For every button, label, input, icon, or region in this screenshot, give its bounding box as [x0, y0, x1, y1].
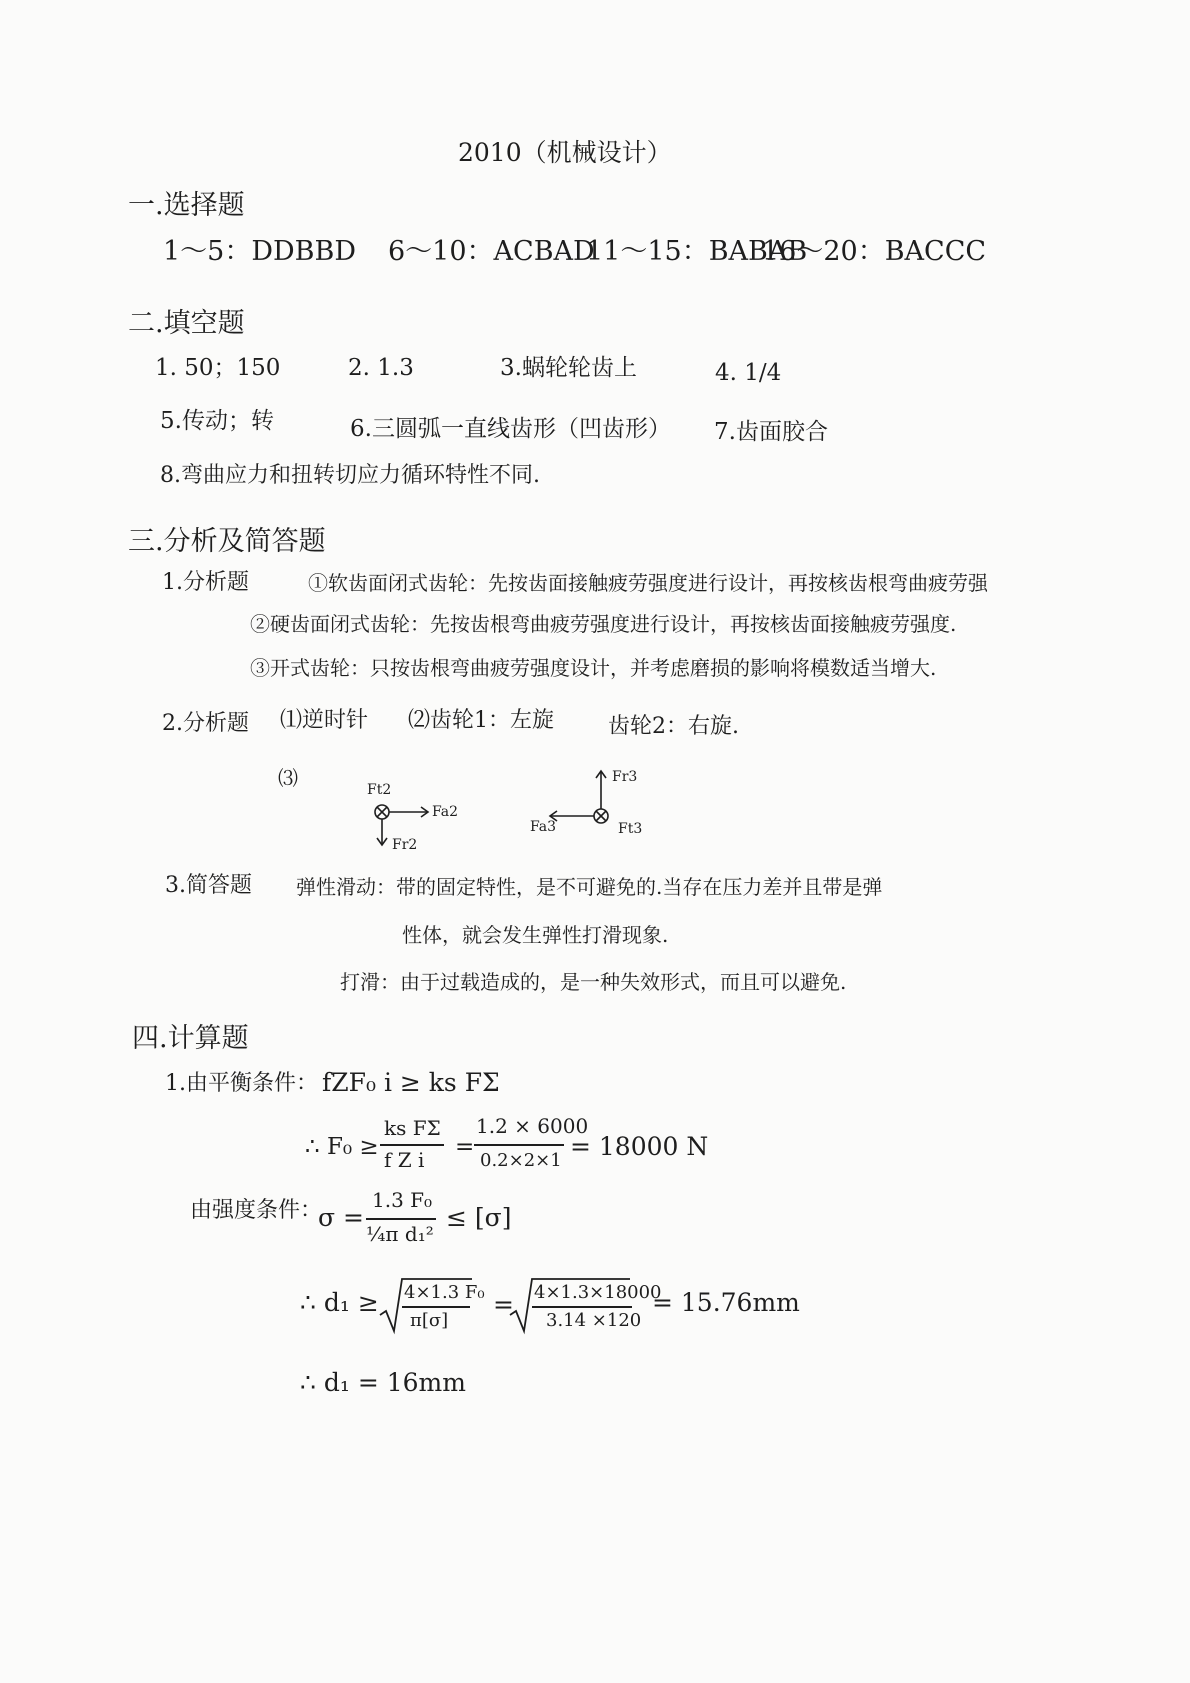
analysis-q3-label: 3.简答题	[165, 873, 252, 898]
calc-frac2-den: 0.2×2×1	[480, 1150, 562, 1171]
calc-equals-1: =	[455, 1134, 475, 1160]
analysis-q3-line-2: 性体，就会发生弹性打滑现象.	[402, 923, 669, 947]
fill-answer-7: 7.齿面胶合	[714, 419, 828, 445]
calc-frac3-den: ¼π d₁²	[366, 1222, 434, 1246]
fill-answer-1: 1. 50；150	[155, 355, 281, 381]
force-label-fa2: Fa2	[432, 804, 459, 820]
analysis-q2-part1: ⑴逆时针	[280, 708, 369, 733]
analysis-q3-line-3: 打滑：由于过载造成的，是一种失效形式，而且可以避免.	[340, 970, 847, 994]
calc-sqrt2-num: 4×1.3×18000	[534, 1282, 662, 1303]
calc-result-1: = 18000 N	[570, 1132, 709, 1161]
calc-frac2-bar	[474, 1144, 564, 1146]
analysis-q1-line-2: ②硬齿面闭式齿轮：先按齿根弯曲疲劳强度进行设计，再按核齿面接触疲劳强度.	[250, 612, 957, 636]
choice-answer-3: 11～15：BABAB	[586, 236, 808, 267]
choice-answer-4: 16～20：BACCC	[762, 236, 987, 267]
calc-final: ∴ d₁ = 16mm	[300, 1368, 466, 1397]
calc-d1-lead: ∴ d₁ ≥	[300, 1288, 379, 1317]
calc-sqrt1-num: 4×1.3 F₀	[404, 1282, 485, 1303]
fill-answer-2: 2. 1.3	[348, 355, 414, 381]
calc-strength-label: 由强度条件：	[190, 1198, 323, 1223]
analysis-q2-part2: ⑵齿轮1：左旋	[408, 708, 554, 733]
force-label-ft3: Ft3	[618, 821, 643, 837]
choice-answer-2: 6～10：ACBAD	[388, 236, 595, 267]
force-label-fr2: Fr2	[392, 837, 418, 853]
calc-q1-label: 1.由平衡条件：	[165, 1071, 318, 1096]
analysis-heading: 三.分析及简答题	[128, 526, 326, 557]
calc-frac3-num: 1.3 F₀	[372, 1188, 433, 1212]
fill-answer-8: 8.弯曲应力和扭转切应力循环特性不同.	[160, 463, 540, 488]
calc-sqrt1-bar	[402, 1306, 470, 1308]
force-diagram-gear3	[520, 765, 680, 865]
calc-result-2: = 15.76mm	[652, 1288, 800, 1317]
calc-frac1-bar	[380, 1144, 444, 1146]
analysis-q2-label: 2.分析题	[162, 711, 249, 736]
analysis-q1-label: 1.分析题	[162, 570, 249, 595]
fill-heading: 二.填空题	[128, 308, 245, 339]
analysis-q1-line-3: ③开式齿轮：只按齿根弯曲疲劳强度设计，并考虑磨损的影响将模数适当增大.	[250, 656, 937, 680]
calc-frac1-num: ks FΣ	[384, 1116, 441, 1140]
analysis-q2-part2b: 齿轮2：右旋.	[608, 714, 739, 739]
calc-frac1-den: f Z i	[384, 1148, 425, 1172]
fill-answer-5: 5.传动；转	[160, 408, 274, 434]
page-title: 2010（机械设计）	[458, 138, 672, 167]
force-label-fa3: Fa3	[530, 819, 557, 835]
calc-frac3-bar	[366, 1218, 436, 1220]
force-label-ft2: Ft2	[367, 782, 392, 798]
calc-frac2-num: 1.2 × 6000	[476, 1114, 589, 1138]
force-label-fr3: Fr3	[612, 769, 638, 785]
choice-heading: 一.选择题	[128, 190, 245, 221]
calc-sqrt2-den: 3.14 ×120	[546, 1310, 642, 1331]
fill-answer-6: 6.三圆弧一直线齿形（凹齿形）	[350, 416, 671, 442]
analysis-q1-line-1: ①软齿面闭式齿轮：先按齿面接触疲劳强度进行设计，再按核齿根弯曲疲劳强	[308, 571, 988, 595]
calc-sigma-lhs: σ =	[318, 1203, 364, 1232]
calc-sqrt1-den: π[σ]	[410, 1310, 449, 1331]
calc-f0-lead: ∴ F₀ ≥	[305, 1134, 379, 1160]
choice-answer-1: 1～5：DDBBD	[163, 236, 356, 267]
calc-heading: 四.计算题	[132, 1023, 249, 1054]
analysis-q2-part3: ⑶	[278, 766, 298, 790]
fill-answer-3: 3.蜗轮轮齿上	[500, 355, 637, 381]
calc-balance-expr: fZF₀ i ≥ ks FΣ	[322, 1068, 500, 1097]
calc-sqrt2-bar	[532, 1306, 632, 1308]
calc-sigma-rhs: ≤ [σ]	[446, 1203, 512, 1232]
fill-answer-4: 4. 1/4	[715, 360, 782, 386]
analysis-q3-line-1: 弹性滑动：带的固定特性，是不可避免的.当存在压力差并且带是弹	[296, 875, 883, 899]
calc-equals-2: =	[493, 1290, 514, 1319]
